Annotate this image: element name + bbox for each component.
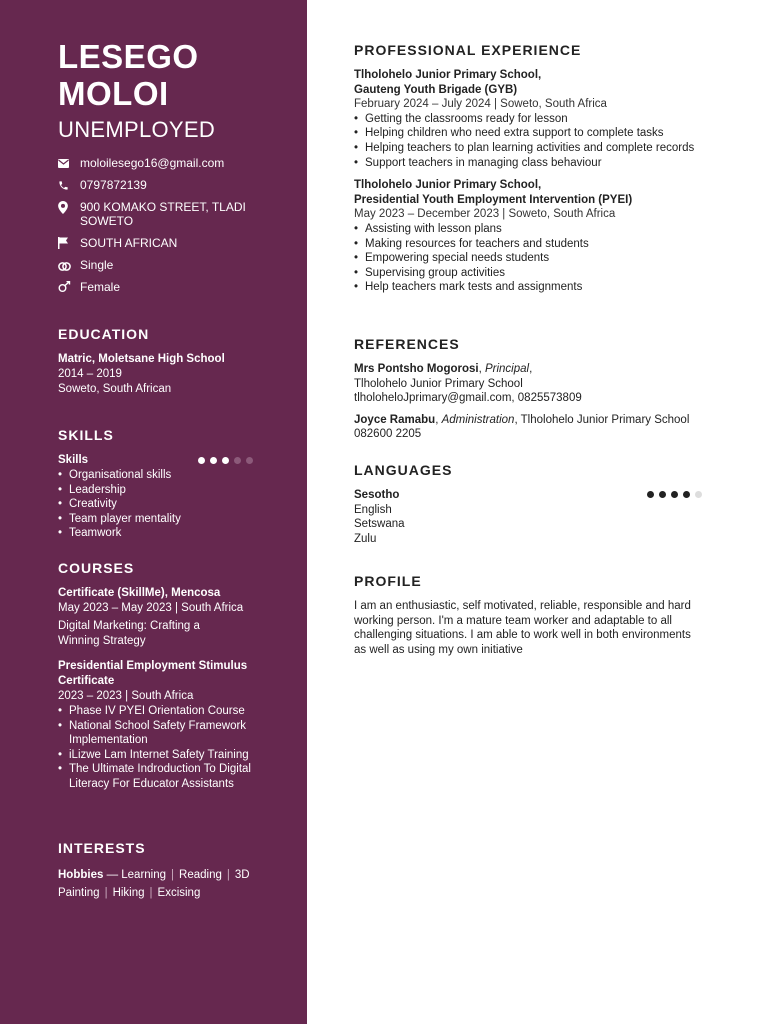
list-item: • The Ultimate Indroduction To Digital Literacy For Educator Assistants xyxy=(58,762,263,791)
email-icon xyxy=(58,156,80,170)
experience-heading: PROFESSIONAL EXPERIENCE xyxy=(354,42,582,58)
interests-heading: INTERESTS xyxy=(58,840,146,856)
list-item: • Organisational skills xyxy=(58,468,278,483)
skills-section xyxy=(58,427,278,541)
job-1-dates: February 2024 – July 2024 | Soweto, South Africa xyxy=(354,98,607,111)
list-item: • iLizwe Lam Internet Safety Training xyxy=(58,748,263,763)
hobby-item: 3D Painting xyxy=(58,869,250,899)
list-item: • Making resources for teachers and students xyxy=(354,237,724,252)
course-2-list xyxy=(58,704,263,792)
hobby-item: Reading xyxy=(179,869,222,881)
course-2-title: Presidential Employment Stimulus Certificate xyxy=(58,660,248,687)
job-1-org: Tlholohelo Junior Primary School, Gauteng Youth Brigade (GYB) xyxy=(354,69,542,96)
job-title: UNEMPLOYED xyxy=(58,117,216,142)
rating-dot-empty xyxy=(246,457,253,464)
job-1-duties xyxy=(354,112,724,170)
hobby-item: Excising xyxy=(157,887,201,899)
education-school: Matric, Moletsane High School xyxy=(58,353,225,365)
hobby-item: Hiking xyxy=(112,887,145,899)
list-item: • Phase IV PYEI Orientation Course xyxy=(58,704,263,719)
course-1-dates: May 2023 – May 2023 | South Africa xyxy=(58,602,244,614)
language-item: English xyxy=(354,503,392,516)
education-section xyxy=(58,326,278,397)
references-section xyxy=(354,336,724,442)
reference-1: Mrs Pontsho Mogorosi, Principal, Tlholohelo Junior Primary School tlholoheloJprimary@gmail.com, 0825573809 xyxy=(354,363,582,405)
rating-dot-empty xyxy=(695,491,702,498)
rating-dot-filled xyxy=(683,491,690,498)
course-1-title: Certificate (SkillMe), Mencosa xyxy=(58,587,221,599)
reference-2: Joyce Ramabu, Administration, Tlholohelo Junior Primary School 082600 2205 xyxy=(354,413,690,441)
sidebar xyxy=(0,0,307,1024)
rating-dot-filled xyxy=(222,457,229,464)
course-1-description: Digital Marketing: Crafting a Winning Strategy xyxy=(58,620,200,647)
list-item: • National School Safety Framework Implementation xyxy=(58,719,263,748)
contact-nationality: SOUTH AFRICAN xyxy=(58,236,288,250)
hobbies-label: Hobbies xyxy=(58,869,104,881)
rings-icon xyxy=(58,258,80,272)
list-item: • Teamwork xyxy=(58,526,278,541)
candidate-name: LESEGO MOLOI xyxy=(58,38,199,112)
interests-section xyxy=(58,840,278,902)
list-item: • Leadership xyxy=(58,483,278,498)
experience-section xyxy=(354,42,724,295)
list-item: • Help teachers mark tests and assignments xyxy=(354,280,724,295)
profile-section xyxy=(354,573,724,657)
course-2-dates: 2023 – 2023 | South Africa xyxy=(58,690,194,702)
profile-text: I am an enthusiastic, self motivated, reliable, responsible and hard working person. I'm a mature team worker and adaptable to all challenging situations. I am able to work well in both environments as well as using my own initiative xyxy=(354,600,691,656)
contact-gender: Female xyxy=(58,280,288,294)
gender-icon xyxy=(58,280,80,294)
job-2-duties xyxy=(354,222,724,295)
list-item: • Support teachers in managing class behaviour xyxy=(354,156,724,171)
language-item: Sesotho xyxy=(354,489,400,501)
rating-dot-filled xyxy=(659,491,666,498)
list-item: • Helping teachers to plan learning activities and complete records xyxy=(354,141,695,156)
list-item: • Helping children who need extra support to complete tasks xyxy=(354,126,724,141)
job-2-org: Tlholohelo Junior Primary School, Presidential Youth Employment Intervention (PYEI) xyxy=(354,179,633,206)
courses-heading: COURSES xyxy=(58,560,135,576)
courses-section xyxy=(58,560,278,792)
language-item: Setswana xyxy=(354,518,405,531)
rating-dot-filled xyxy=(198,457,205,464)
contact-address: 900 KOMAKO STREET, TLADI SOWETO xyxy=(58,200,288,228)
list-item: • Empowering special needs students xyxy=(354,251,724,266)
profile-heading: PROFILE xyxy=(354,573,422,589)
language-level-rating xyxy=(647,491,702,498)
contact-list xyxy=(58,156,288,302)
contact-marital-status: Single xyxy=(58,258,288,272)
hobbies-line: Hobbies — Learning | Reading | 3D Painting | Hiking | Excising xyxy=(58,869,250,899)
skill-level-rating xyxy=(198,457,253,464)
list-item: • Supervising group activities xyxy=(354,266,724,281)
education-dates: 2014 – 2019 xyxy=(58,368,122,380)
languages-section xyxy=(354,462,724,546)
hobby-item: Learning xyxy=(121,869,167,881)
list-item: • Getting the classrooms ready for lesson xyxy=(354,112,724,127)
language-item: Zulu xyxy=(354,532,377,545)
skills-group-title: Skills xyxy=(58,454,89,466)
education-heading: EDUCATION xyxy=(58,326,150,342)
education-location: Soweto, South African xyxy=(58,383,172,395)
job-2-dates: May 2023 – December 2023 | Soweto, South Africa xyxy=(354,208,616,221)
languages-heading: LANGUAGES xyxy=(354,462,453,478)
rating-dot-empty xyxy=(234,457,241,464)
list-item: • Assisting with lesson plans xyxy=(354,222,724,237)
rating-dot-filled xyxy=(210,457,217,464)
list-item: • Team player mentality xyxy=(58,512,278,527)
contact-email: moloilesego16@gmail.com xyxy=(58,156,288,170)
contact-phone: 0797872139 xyxy=(58,178,288,192)
references-heading: REFERENCES xyxy=(354,336,460,352)
list-item: • Creativity xyxy=(58,497,278,512)
rating-dot-filled xyxy=(647,491,654,498)
phone-icon xyxy=(58,178,80,192)
flag-icon xyxy=(58,236,80,250)
rating-dot-filled xyxy=(671,491,678,498)
location-pin-icon xyxy=(58,200,80,214)
skills-heading: SKILLS xyxy=(58,427,114,443)
skills-list xyxy=(58,468,278,541)
